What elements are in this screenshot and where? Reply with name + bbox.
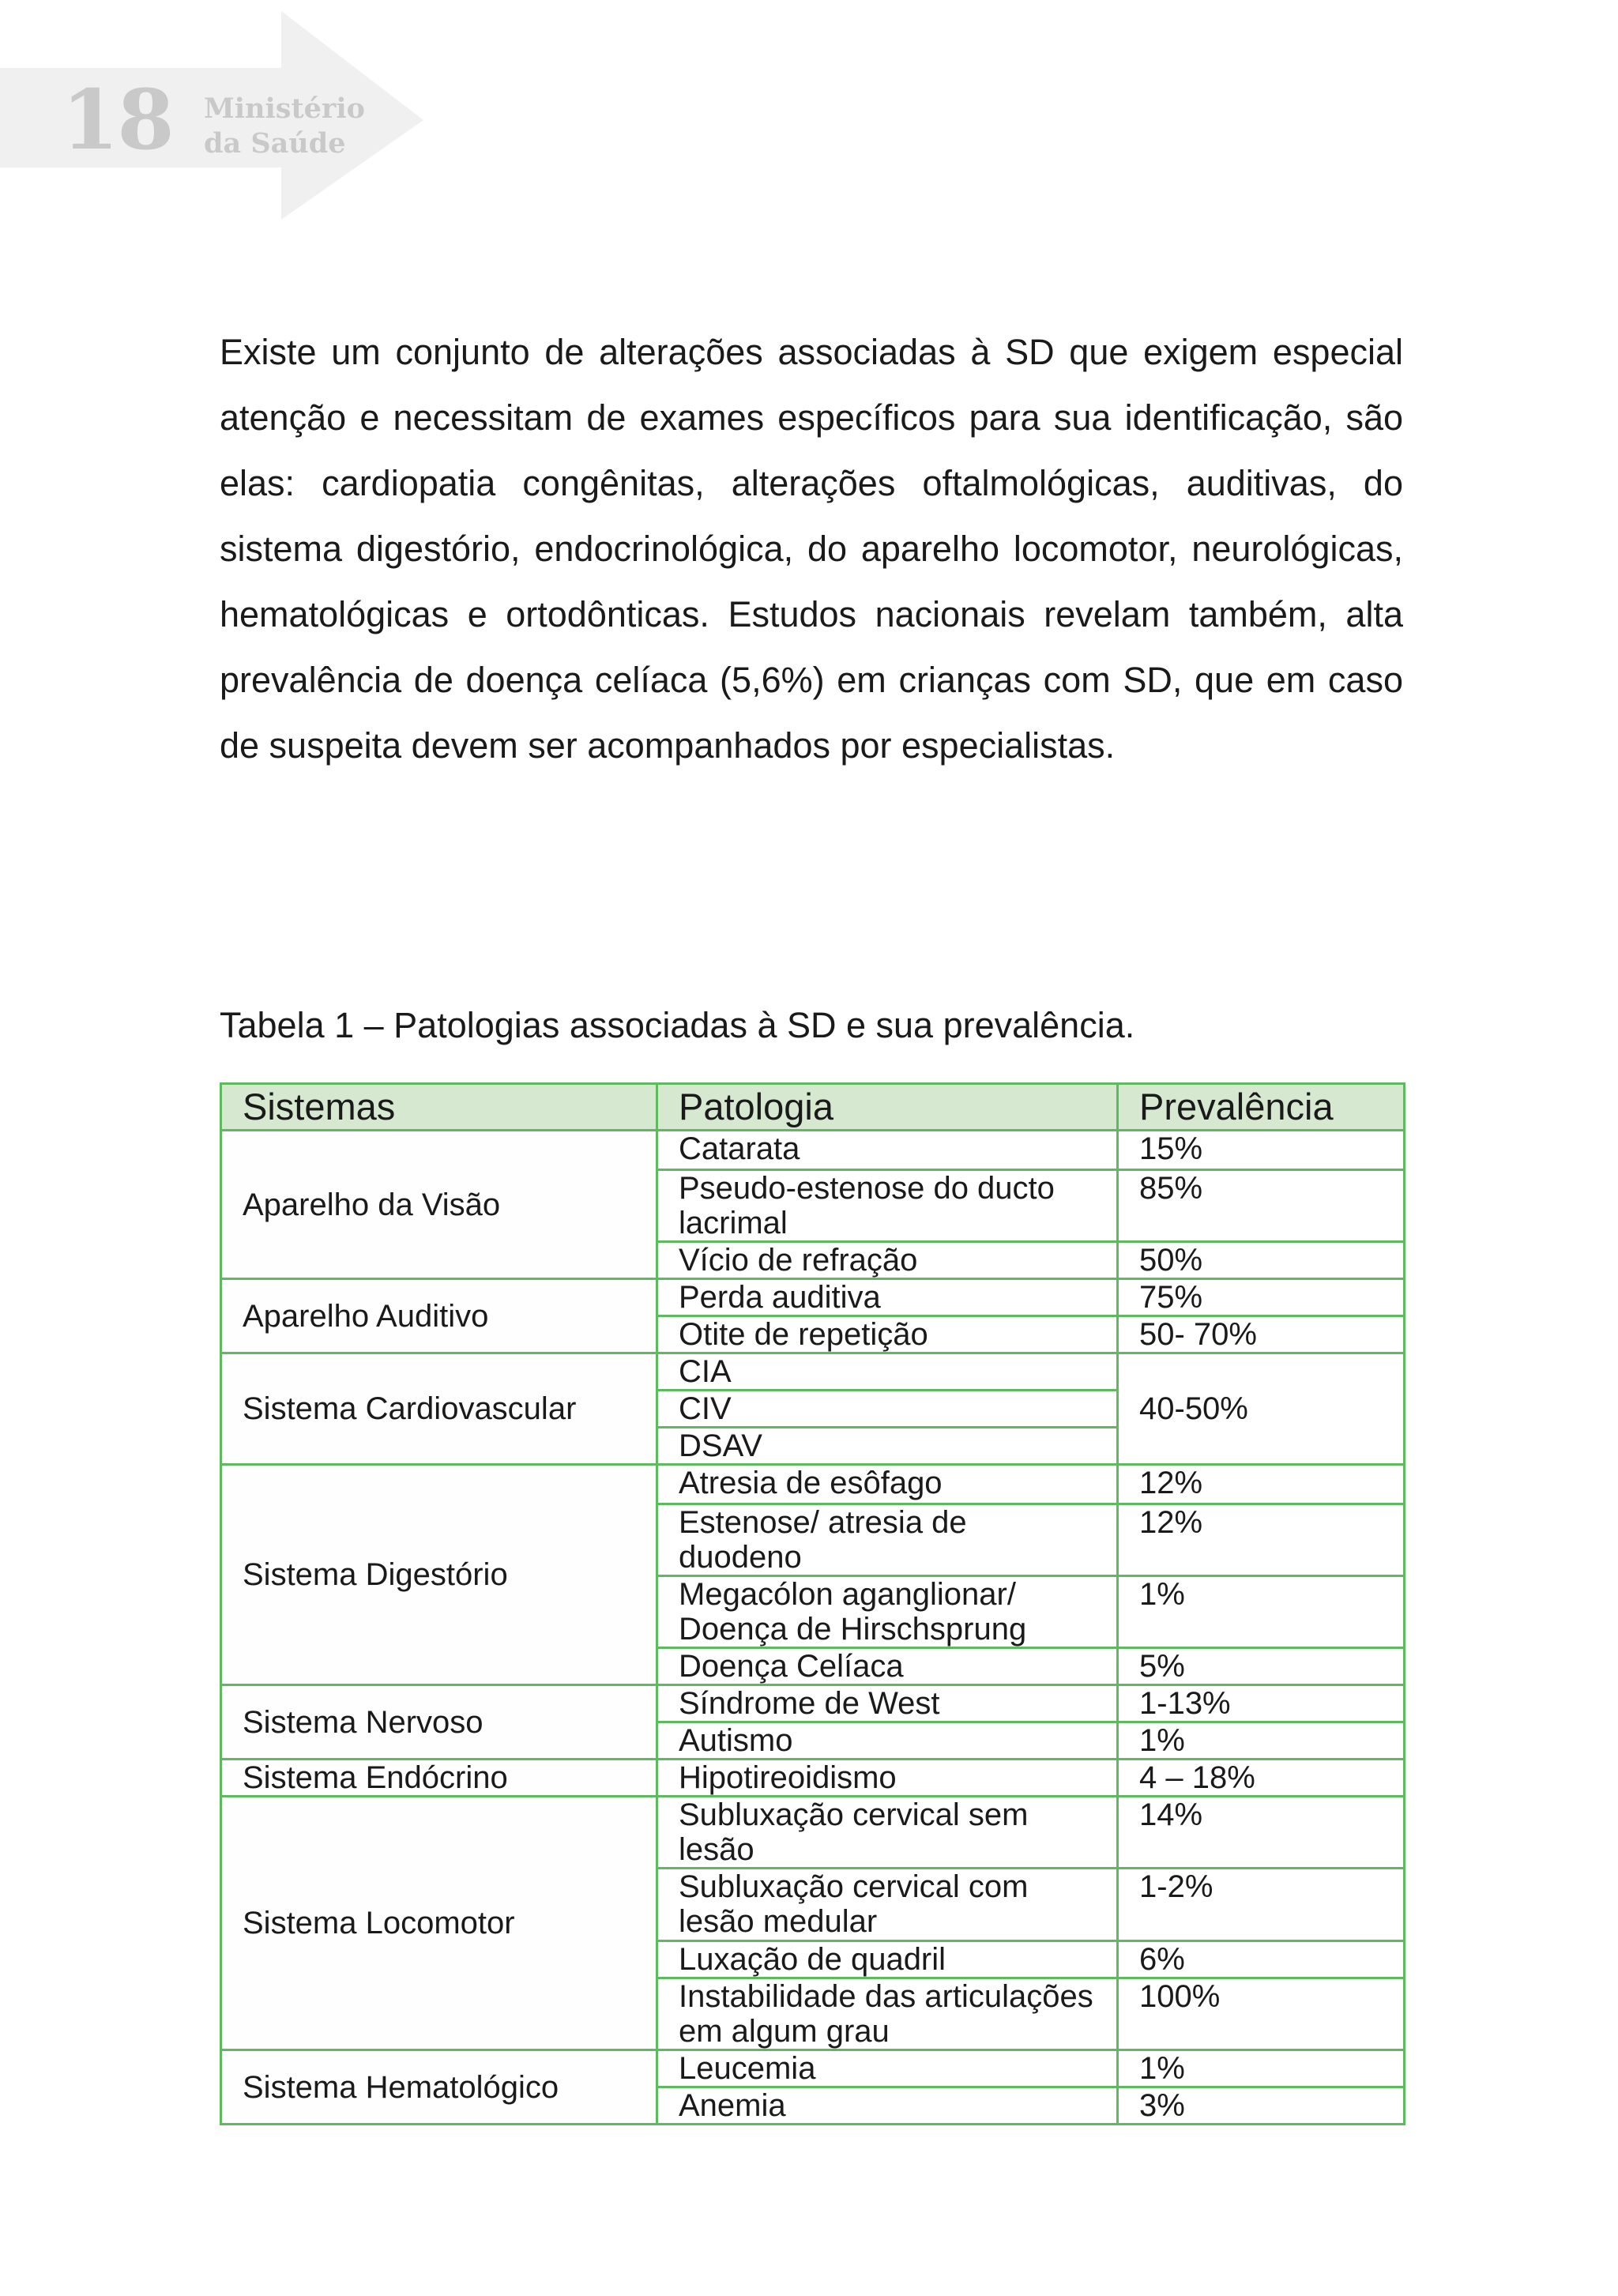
- prevalence-cell: 50- 70%: [1118, 1316, 1405, 1353]
- pathology-cell: Autismo: [657, 1722, 1118, 1760]
- prevalence-cell: 85%: [1118, 1170, 1405, 1242]
- prevalence-cell: 1-13%: [1118, 1685, 1405, 1722]
- system-cell: Sistema Locomotor: [221, 1797, 657, 2050]
- prevalence-cell: 6%: [1118, 1941, 1405, 1978]
- table-header-row: [221, 1084, 1405, 1131]
- prevalence-cell: 15%: [1118, 1131, 1405, 1170]
- system-cell: Sistema Digestório: [221, 1465, 657, 1685]
- pathology-cell: DSAV: [657, 1428, 1118, 1465]
- pathology-cell: Pseudo-estenose do ducto lacrimal: [657, 1170, 1118, 1242]
- ministry-line-2: da Saúde: [204, 127, 346, 160]
- table-row: [221, 2050, 1405, 2087]
- ministry-line-1: Ministério: [204, 92, 366, 125]
- prevalence-cell: 1%: [1118, 1722, 1405, 1760]
- prevalence-cell: 1-2%: [1118, 1869, 1405, 1941]
- prevalence-cell: 12%: [1118, 1465, 1405, 1504]
- system-cell: Sistema Cardiovascular: [221, 1353, 657, 1465]
- system-cell: Sistema Nervoso: [221, 1685, 657, 1760]
- system-cell: Sistema Endócrino: [221, 1760, 657, 1797]
- table-caption: Tabela 1 – Patologias associadas à SD e sua prevalência.: [220, 1005, 1135, 1045]
- pathology-cell: Luxação de quadril: [657, 1941, 1118, 1978]
- pathology-cell: Vício de refração: [657, 1242, 1118, 1279]
- pathologies-table: [220, 1082, 1405, 2125]
- system-cell: Aparelho Auditivo: [221, 1279, 657, 1353]
- table-row: [221, 1279, 1405, 1316]
- prevalence-cell: 3%: [1118, 2087, 1405, 2125]
- pathology-cell: Otite de repetição: [657, 1316, 1118, 1353]
- prevalence-cell: 4 – 18%: [1118, 1760, 1405, 1797]
- pathology-cell: Instabilidade das articulações em algum grau: [657, 1978, 1118, 2050]
- column-header-systems: Sistemas: [221, 1084, 657, 1131]
- prevalence-cell: 14%: [1118, 1797, 1405, 1869]
- pathology-cell: Hipotireoidismo: [657, 1760, 1118, 1797]
- table-row: [221, 1760, 1405, 1797]
- pathology-cell: Catarata: [657, 1131, 1118, 1170]
- pathology-cell: Megacólon aganglionar/ Doença de Hirschsprung: [657, 1576, 1118, 1648]
- pathology-cell: Perda auditiva: [657, 1279, 1118, 1316]
- pathology-cell: Atresia de esôfago: [657, 1465, 1118, 1504]
- ministry-logo-text: [204, 92, 365, 161]
- table-row: [221, 1131, 1405, 1170]
- table-row: [221, 1797, 1405, 1869]
- prevalence-cell: 100%: [1118, 1978, 1405, 2050]
- column-header-pathology: Patologia: [657, 1084, 1118, 1131]
- system-cell: Sistema Hematológico: [221, 2050, 657, 2125]
- prevalence-cell: 40-50%: [1118, 1353, 1405, 1465]
- pathology-cell: Subluxação cervical sem lesão: [657, 1797, 1118, 1869]
- pathology-cell: Doença Celíaca: [657, 1648, 1118, 1685]
- pathology-cell: CIA: [657, 1353, 1118, 1391]
- table-row: [221, 1465, 1405, 1504]
- table-row: [221, 1685, 1405, 1722]
- pathology-cell: Subluxação cervical com lesão medular: [657, 1869, 1118, 1941]
- system-cell: Aparelho da Visão: [221, 1131, 657, 1279]
- prevalence-cell: 75%: [1118, 1279, 1405, 1316]
- prevalence-cell: 12%: [1118, 1504, 1405, 1576]
- page-header-tab: [0, 0, 442, 229]
- intro-paragraph: Existe um conjunto de alterações associadas à SD que exigem especial atenção e necessitam de exames específicos para sua identificação, são elas: cardiopatia congênitas, alterações oftalmológicas, auditivas, do sistema digestório, endocrinológica, do aparelho locomotor, neurológicas, hematológicas e ortodônticas. Estudos nacionais revelam também, alta prevalência de doença celíaca (5,6%) em crianças com SD, que em caso de suspeita devem ser acompanhados por especialistas.: [220, 332, 1403, 766]
- column-header-prevalence: Prevalência: [1118, 1084, 1405, 1131]
- page-number: 18: [62, 71, 173, 168]
- prevalence-cell: 1%: [1118, 2050, 1405, 2087]
- pathology-cell: Leucemia: [657, 2050, 1118, 2087]
- prevalence-cell: 50%: [1118, 1242, 1405, 1279]
- pathology-cell: Síndrome de West: [657, 1685, 1118, 1722]
- pathology-cell: Estenose/ atresia de duodeno: [657, 1504, 1118, 1576]
- pathology-cell: CIV: [657, 1391, 1118, 1428]
- table-row: [221, 1353, 1405, 1391]
- prevalence-cell: 5%: [1118, 1648, 1405, 1685]
- pathology-cell: Anemia: [657, 2087, 1118, 2125]
- prevalence-cell: 1%: [1118, 1576, 1405, 1648]
